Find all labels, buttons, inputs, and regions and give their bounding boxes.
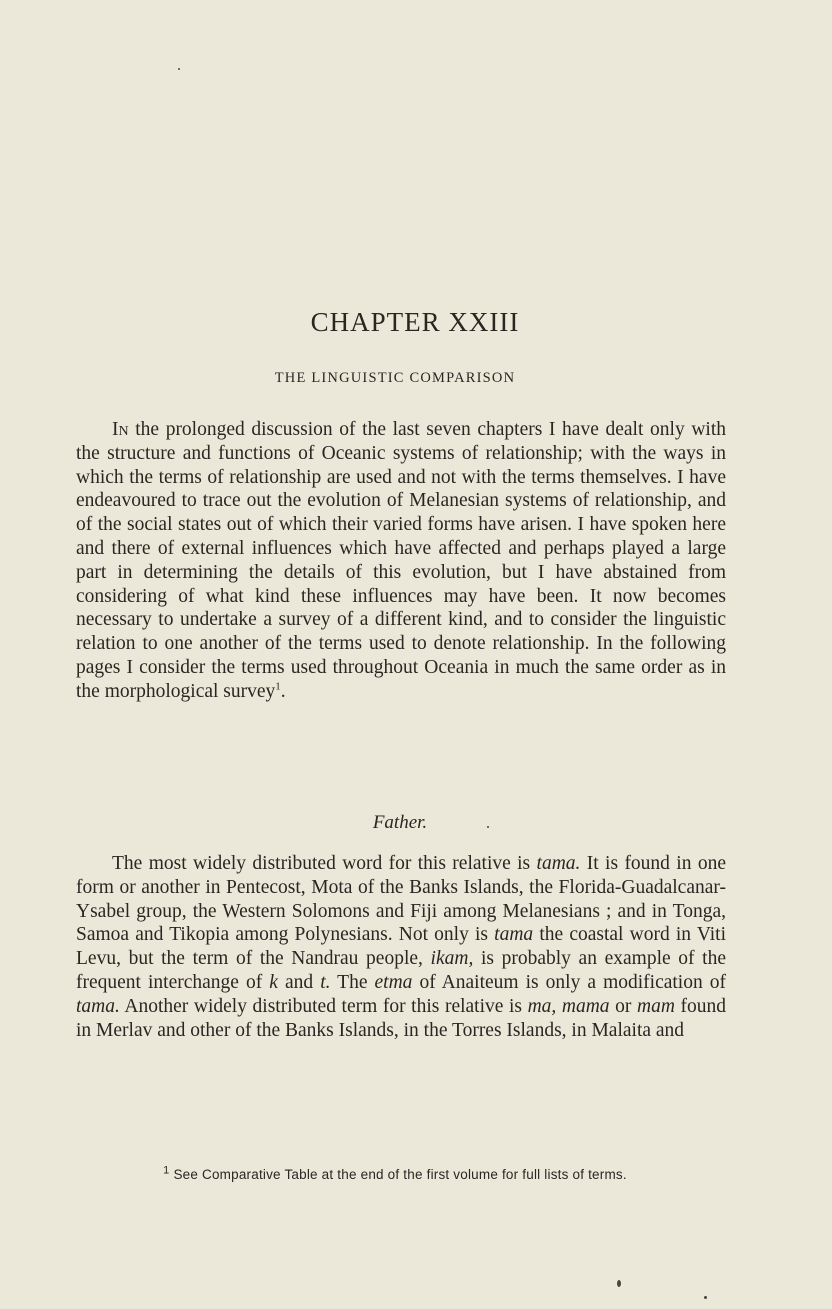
father-text-10: found in Merlav and other of the Banks Islands, in the Torres Islands, in Malaita and	[76, 995, 726, 1041]
father-text-9: or	[609, 995, 637, 1017]
ink-speck	[617, 1280, 621, 1287]
father-text-6: The	[330, 971, 375, 993]
ink-speck	[487, 826, 489, 828]
footnote-text: See Comparative Table at the end of the first volume for full lists of terms.	[169, 1167, 627, 1182]
father-text-8: Another widely distributed term for this relative is	[119, 995, 528, 1017]
term-t: t.	[320, 971, 331, 993]
chapter-subtitle: THE LINGUISTIC COMPARISON	[274, 370, 516, 386]
footnote	[0, 1164, 790, 1182]
term-etma: etma	[374, 971, 413, 993]
term-ma-mama: ma, mama	[527, 995, 610, 1017]
term-tama: tama	[494, 924, 534, 946]
father-text-5: and	[277, 971, 321, 993]
ink-speck	[178, 68, 180, 70]
father-text-1: The most widely distributed word for this relative is	[112, 853, 537, 874]
father-text-7: of Anaiteum is only a modification of	[412, 971, 726, 993]
term-tama: tama.	[76, 995, 120, 1017]
father-text-4: is probably an example of the frequent interchange of	[76, 948, 726, 993]
intro-lead-word: In	[112, 419, 129, 440]
intro-text: the prolonged discussion of the last seven chapters I have dealt only with the structure and functions of Oceanic systems of relationship; with the ways in which the terms of relationship are used and not with the terms themselves. I have endeavoured to trace out the evolution of Melanesian systems of relationship, and of the social states out of which their varied forms have arisen. I have spoken here and there of external influences which have affected and perhaps played a large part in determining the details of this evolution, but I have abstained from considering of what kind these influences may have been. It now becomes necessary to undertake a survey of a different kind, and to consider the linguistic relation to one another of the terms used to denote relationship. In the following pages I consider the terms used throughout Oceania in much the same order as in the morphological survey	[76, 419, 726, 702]
father-paragraph	[76, 852, 726, 1042]
footnote-marker: 1	[163, 1164, 170, 1177]
footnote-reference: 1	[275, 680, 281, 693]
term-mam: mam	[636, 995, 675, 1017]
ink-speck	[704, 1296, 707, 1299]
term-k: k	[269, 971, 278, 993]
term-ikam: ikam,	[430, 948, 474, 970]
father-text-2: It is found in one form or another in Pentecost, Mota of the Banks Islands, the Florida-Guadalcanar-Ysabel group, the Western Solomons and Fiji among Melanesians ; and in Tonga, Samoa and Tikopia among Polynesians. Not only is	[76, 853, 726, 946]
chapter-title: CHAPTER XXIII	[310, 307, 520, 337]
father-text-3: the coastal word in Viti Levu, but the term of the Nandrau people,	[76, 924, 726, 970]
intro-paragraph	[76, 418, 726, 704]
intro-end: .	[280, 680, 286, 702]
section-heading-father: Father.	[372, 812, 428, 833]
term-tama: tama.	[536, 853, 581, 874]
